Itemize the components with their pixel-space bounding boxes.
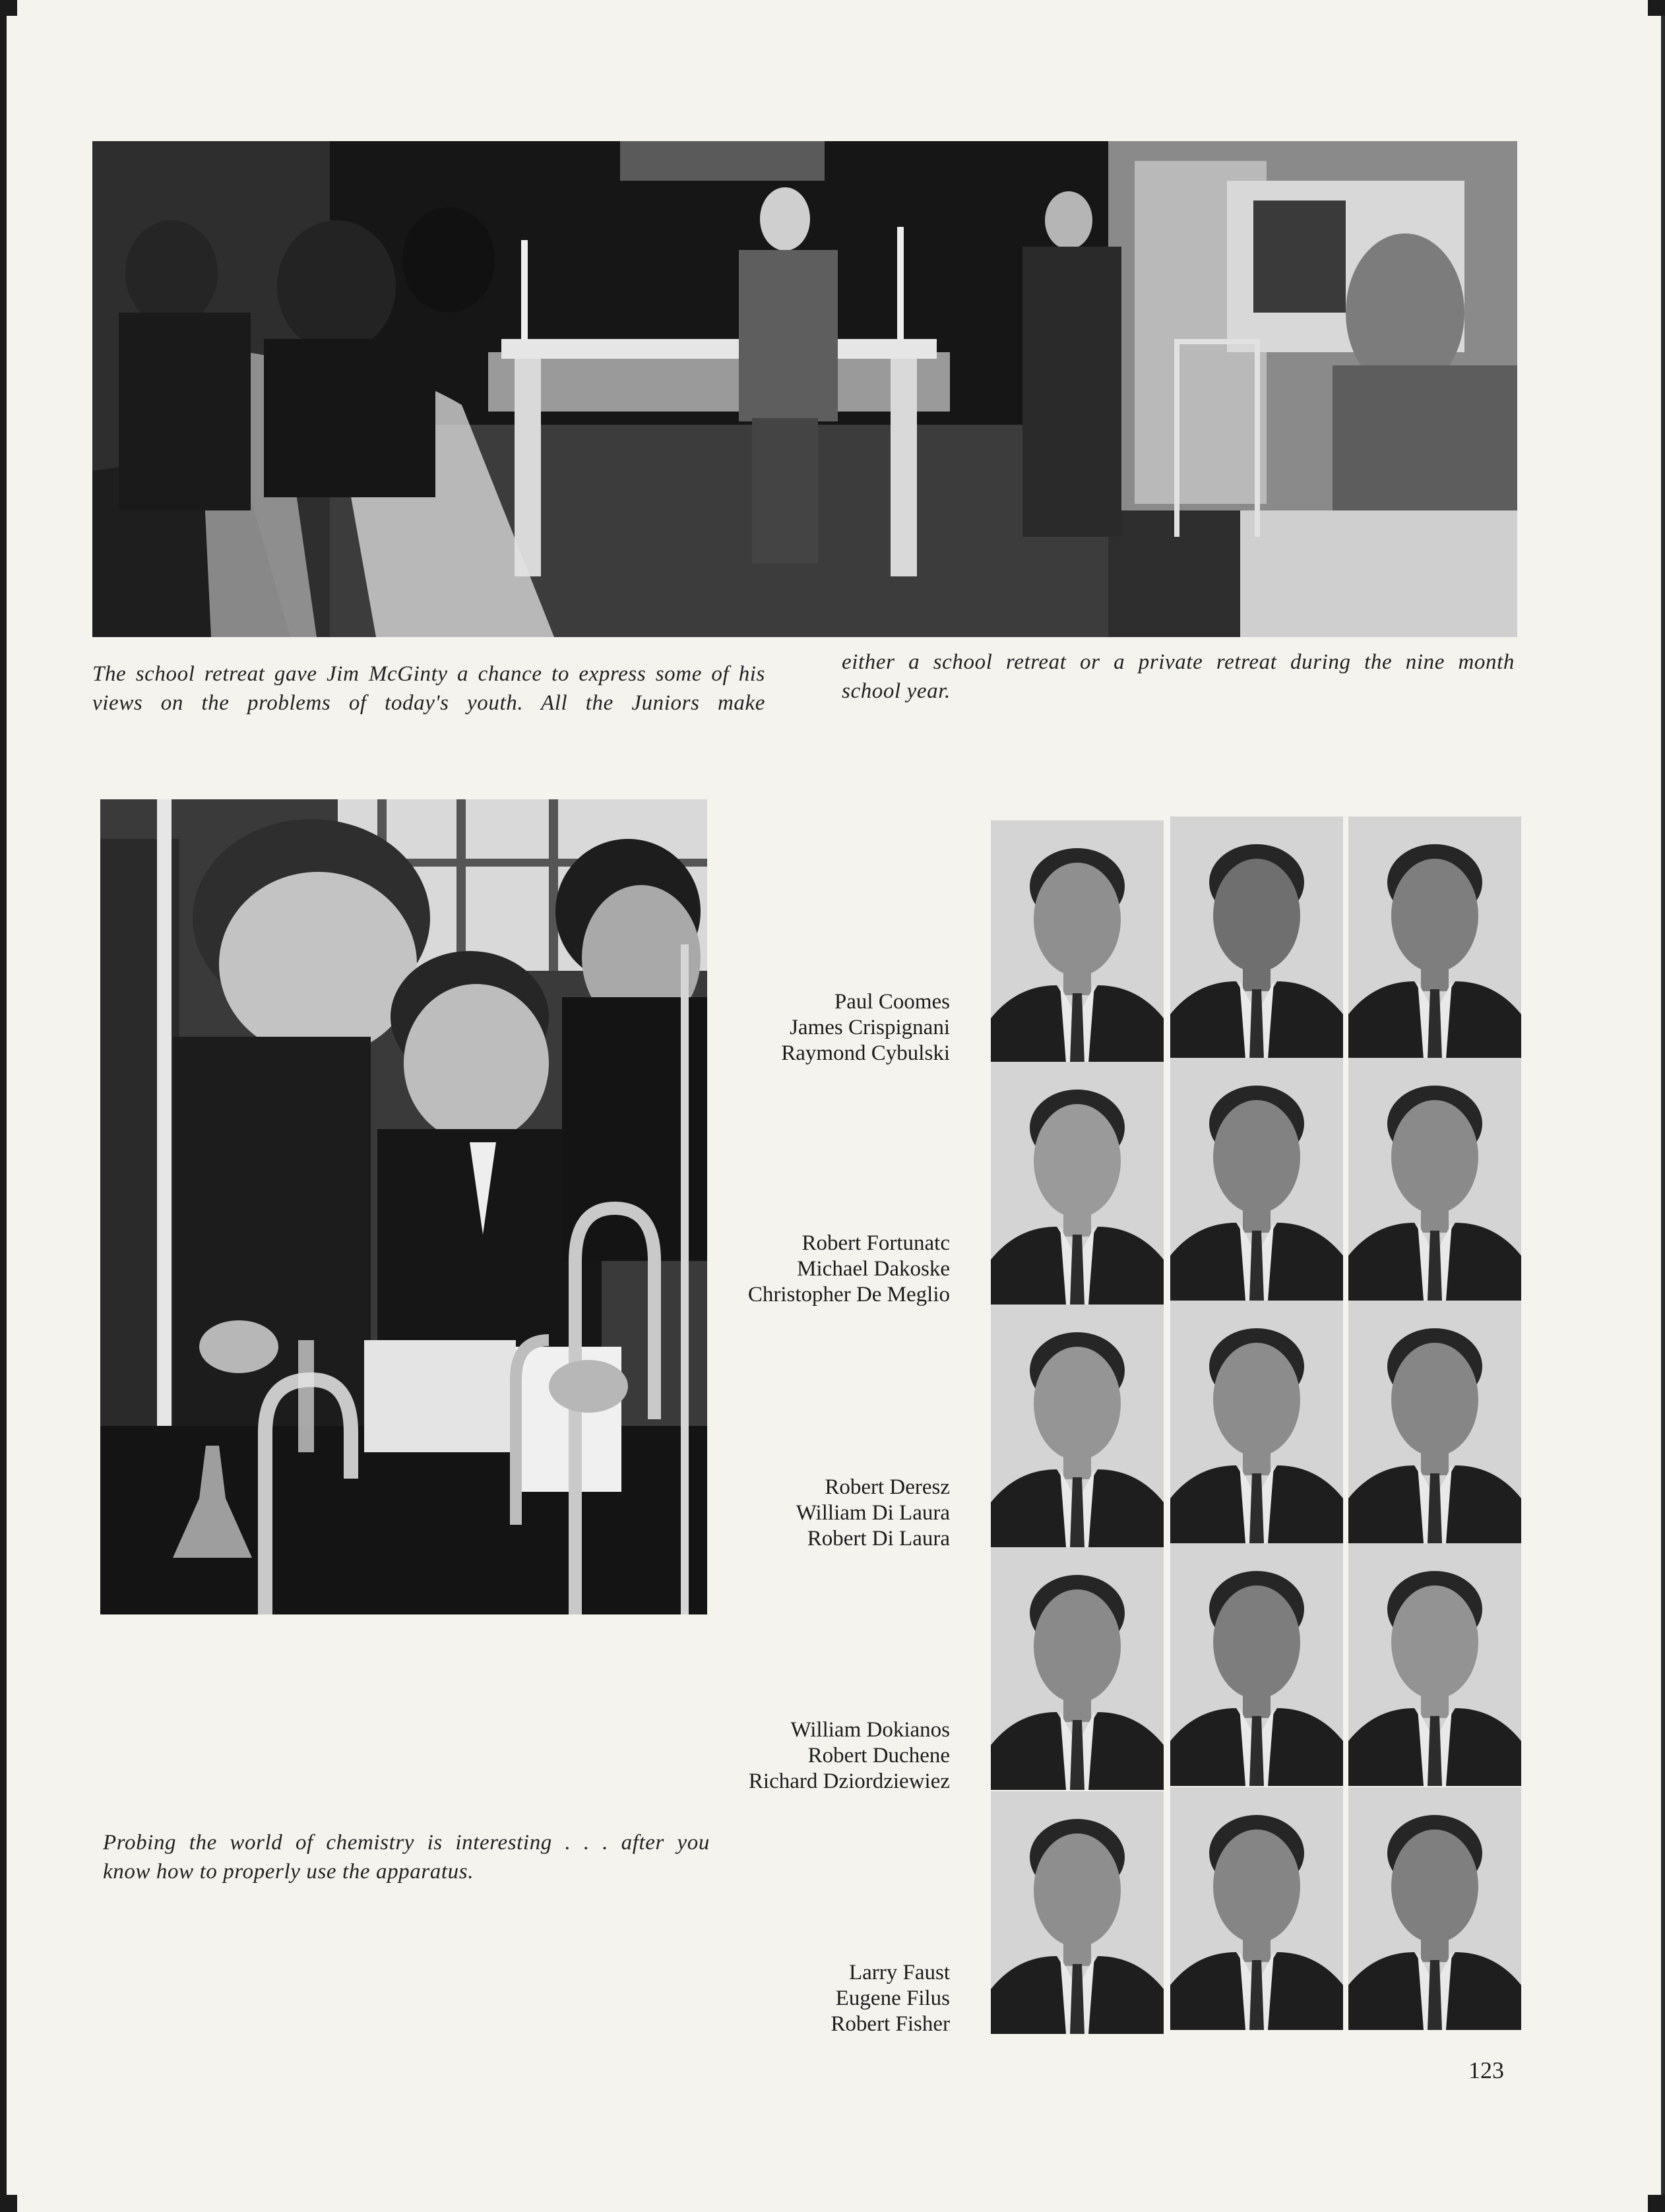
student-portrait [1348,816,1521,1059]
student-name: Richard Dziordziewiez [748,1769,950,1793]
scan-edge-right [1661,0,1665,2212]
scan-corner [1648,2195,1665,2212]
student-portrait [991,1791,1164,2034]
student-name: James Crispignani [790,1016,950,1039]
portrait-row [719,1543,1530,1794]
student-portrait [1348,1058,1521,1301]
portrait-row [719,816,1530,1067]
student-name: Robert Fisher [831,2012,950,2036]
scan-corner [1648,0,1665,16]
page-number: 123 [1468,2057,1504,2083]
retreat-caption-left: The school retreat gave Jim McGinty a chance to express some of his views on the problems of today's youth. All the Juniors make [92,662,765,715]
student-portrait [991,1305,1164,1547]
portrait-names [607,1960,950,2037]
scan-corner [0,2195,17,2212]
student-portrait [1170,1787,1343,2030]
student-portrait [1348,1787,1521,2030]
portrait-names [607,989,950,1066]
student-name: Robert Duchene [807,1744,950,1767]
student-name: Michael Dakoske [797,1257,950,1281]
student-portrait [1170,1543,1343,1786]
student-name: William Dokianos [790,1718,950,1742]
student-name: Christopher De Meglio [747,1283,950,1306]
scan-edge-left [0,0,7,2212]
student-portrait [1170,816,1343,1059]
student-name: Eugene Filus [835,1986,950,2010]
portrait-row [719,1787,1530,2038]
student-name: Robert Fortunatc [801,1231,950,1255]
portrait-names [607,1475,950,1552]
student-name: Robert Deresz [825,1475,950,1499]
portrait-names [607,1231,950,1308]
student-portrait [1348,1543,1521,1786]
student-portrait [991,820,1164,1063]
retreat-caption-right [842,648,1515,706]
student-name: William Di Laura [796,1501,950,1525]
caption-line: school year. [842,679,951,703]
chemistry-caption [103,1828,710,1886]
student-name: Robert Di Laura [807,1527,950,1551]
caption-line: Probing the world of chemistry is interesting . . . after you [103,1831,710,1855]
student-name: Paul Coomes [834,990,950,1014]
student-portrait [1170,1301,1343,1543]
retreat-photo [92,141,1517,637]
student-portrait [1170,1058,1343,1301]
portrait-row [719,1058,1530,1308]
student-portrait [991,1062,1164,1305]
student-portrait [1348,1301,1521,1543]
scan-corner [0,0,17,16]
portrait-row [719,1301,1530,1551]
student-portrait [991,1547,1164,1790]
student-name: Larry Faust [848,1961,950,1984]
caption-line: know how to properly use the apparatus. [103,1860,474,1884]
student-name: Raymond Cybulski [781,1041,950,1065]
caption-line: either a school retreat or a private retreat during the nine month [842,650,1515,674]
portrait-names [607,1717,950,1795]
